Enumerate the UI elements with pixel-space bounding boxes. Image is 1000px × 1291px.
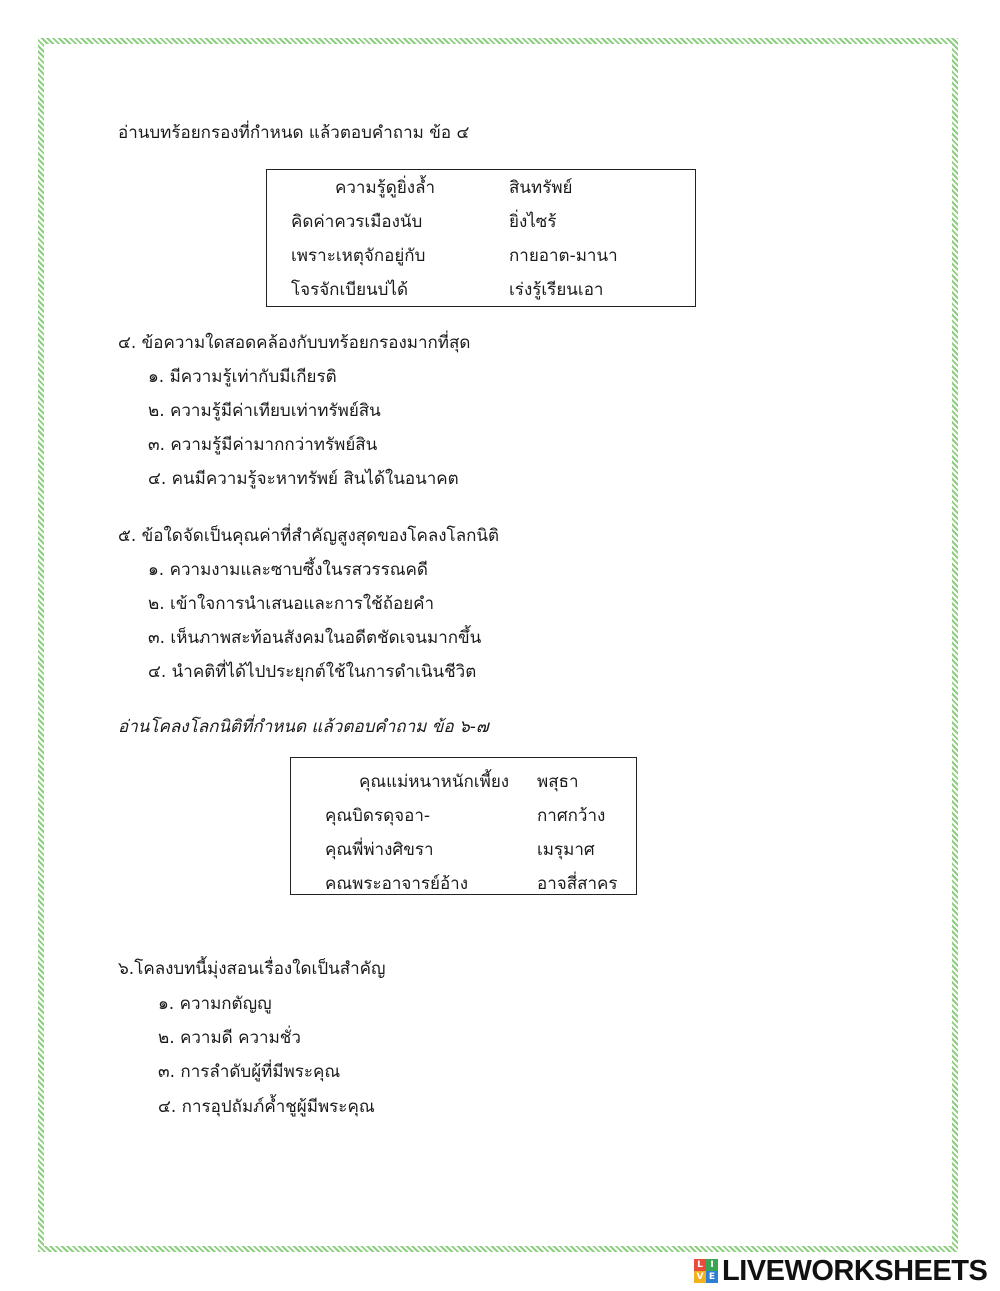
poem-box-2 <box>290 757 637 895</box>
q6-option-1[interactable]: ๑. ความกตัญญู <box>158 994 272 1014</box>
poem-line: กาศกว้าง <box>537 806 606 826</box>
q4-option-1[interactable]: ๑. มีความรู้เท่ากับมีเกียรติ <box>148 367 337 387</box>
poem-line: คณพระอาจารย์อ้าง <box>325 874 469 894</box>
q5-option-3[interactable]: ๓. เห็นภาพสะท้อนสังคมในอดีตชัดเจนมากขึ้น <box>148 628 482 648</box>
poem-line: พสุธา <box>537 772 579 792</box>
poem-line: โจรจักเบียนบ่ได้ <box>291 280 409 300</box>
q5-option-2[interactable]: ๒. เข้าใจการนำเสนอและการใช้ถ้อยคำ <box>148 594 435 614</box>
poem-line: คุณบิดรดุจอา- <box>325 806 430 826</box>
poem-box-1 <box>266 169 696 307</box>
logo-text: LIVEWORKSHEETS <box>722 1254 988 1287</box>
poem-line: ยิ่งไซร้ <box>509 212 557 232</box>
poem-line: คุณแม่หนาหนักเพี้ยง <box>359 772 510 792</box>
q4-option-3[interactable]: ๓. ความรู้มีค่ามากกว่าทรัพย์สิน <box>148 435 378 455</box>
poem-line: เพราะเหตุจักอยู่กับ <box>291 246 426 266</box>
liveworksheets-mark-icon: L I V E <box>694 1259 718 1283</box>
q6-option-2[interactable]: ๒. ความดี ความชั่ว <box>158 1028 301 1048</box>
question-6: ๖.โคลงบทนี้มุ่งสอนเรื่องใดเป็นสำคัญ <box>118 959 386 979</box>
poem-line: สินทรัพย์ <box>509 178 573 198</box>
poem-line: กายอาต-มานา <box>509 246 618 266</box>
question-5: ๕. ข้อใดจัดเป็นคุณค่าที่สำคัญสูงสุดของโคลงโลกนิติ <box>118 526 500 546</box>
question-4: ๔. ข้อความใดสอดคล้องกับบทร้อยกรองมากที่สุด <box>118 333 471 353</box>
q4-option-4[interactable]: ๔. คนมีความรู้จะหาทรัพย์ สินได้ในอนาคต <box>148 469 459 489</box>
q4-option-2[interactable]: ๒. ความรู้มีค่าเทียบเท่าทรัพย์สิน <box>148 401 381 421</box>
intro-text-1: อ่านบทร้อยกรองที่กำหนด แล้วตอบคำถาม ข้อ ๔ <box>118 123 470 143</box>
liveworksheets-logo[interactable] <box>694 1256 987 1286</box>
poem-line: คุณพี่พ่างศิขรา <box>325 840 434 860</box>
q6-option-3[interactable]: ๓. การลำดับผู้ที่มีพระคุณ <box>158 1062 341 1082</box>
q5-option-4[interactable]: ๔. นำคติที่ได้ไปประยุกต์ใช้ในการดำเนินชีวิต <box>148 662 477 682</box>
intro-text-2: อ่านโคลงโลกนิติที่กำหนด แล้วตอบคำถาม ข้อ ๖-๗ <box>118 717 489 737</box>
q6-option-4[interactable]: ๔. การอุปถัมภ์ค้ำชูผู้มีพระคุณ <box>158 1097 375 1117</box>
q5-option-1[interactable]: ๑. ความงามและซาบซึ้งในรสวรรณคดี <box>148 560 428 580</box>
poem-line: คิดค่าควรเมืองนับ <box>291 212 423 232</box>
poem-line: เร่งรู้เรียนเอา <box>509 280 604 300</box>
poem-line: เมรุมาศ <box>537 840 595 860</box>
poem-line: อาจสี่สาคร <box>537 874 618 894</box>
poem-line: ความรู้ดูยิ่งล้ำ <box>335 178 436 198</box>
